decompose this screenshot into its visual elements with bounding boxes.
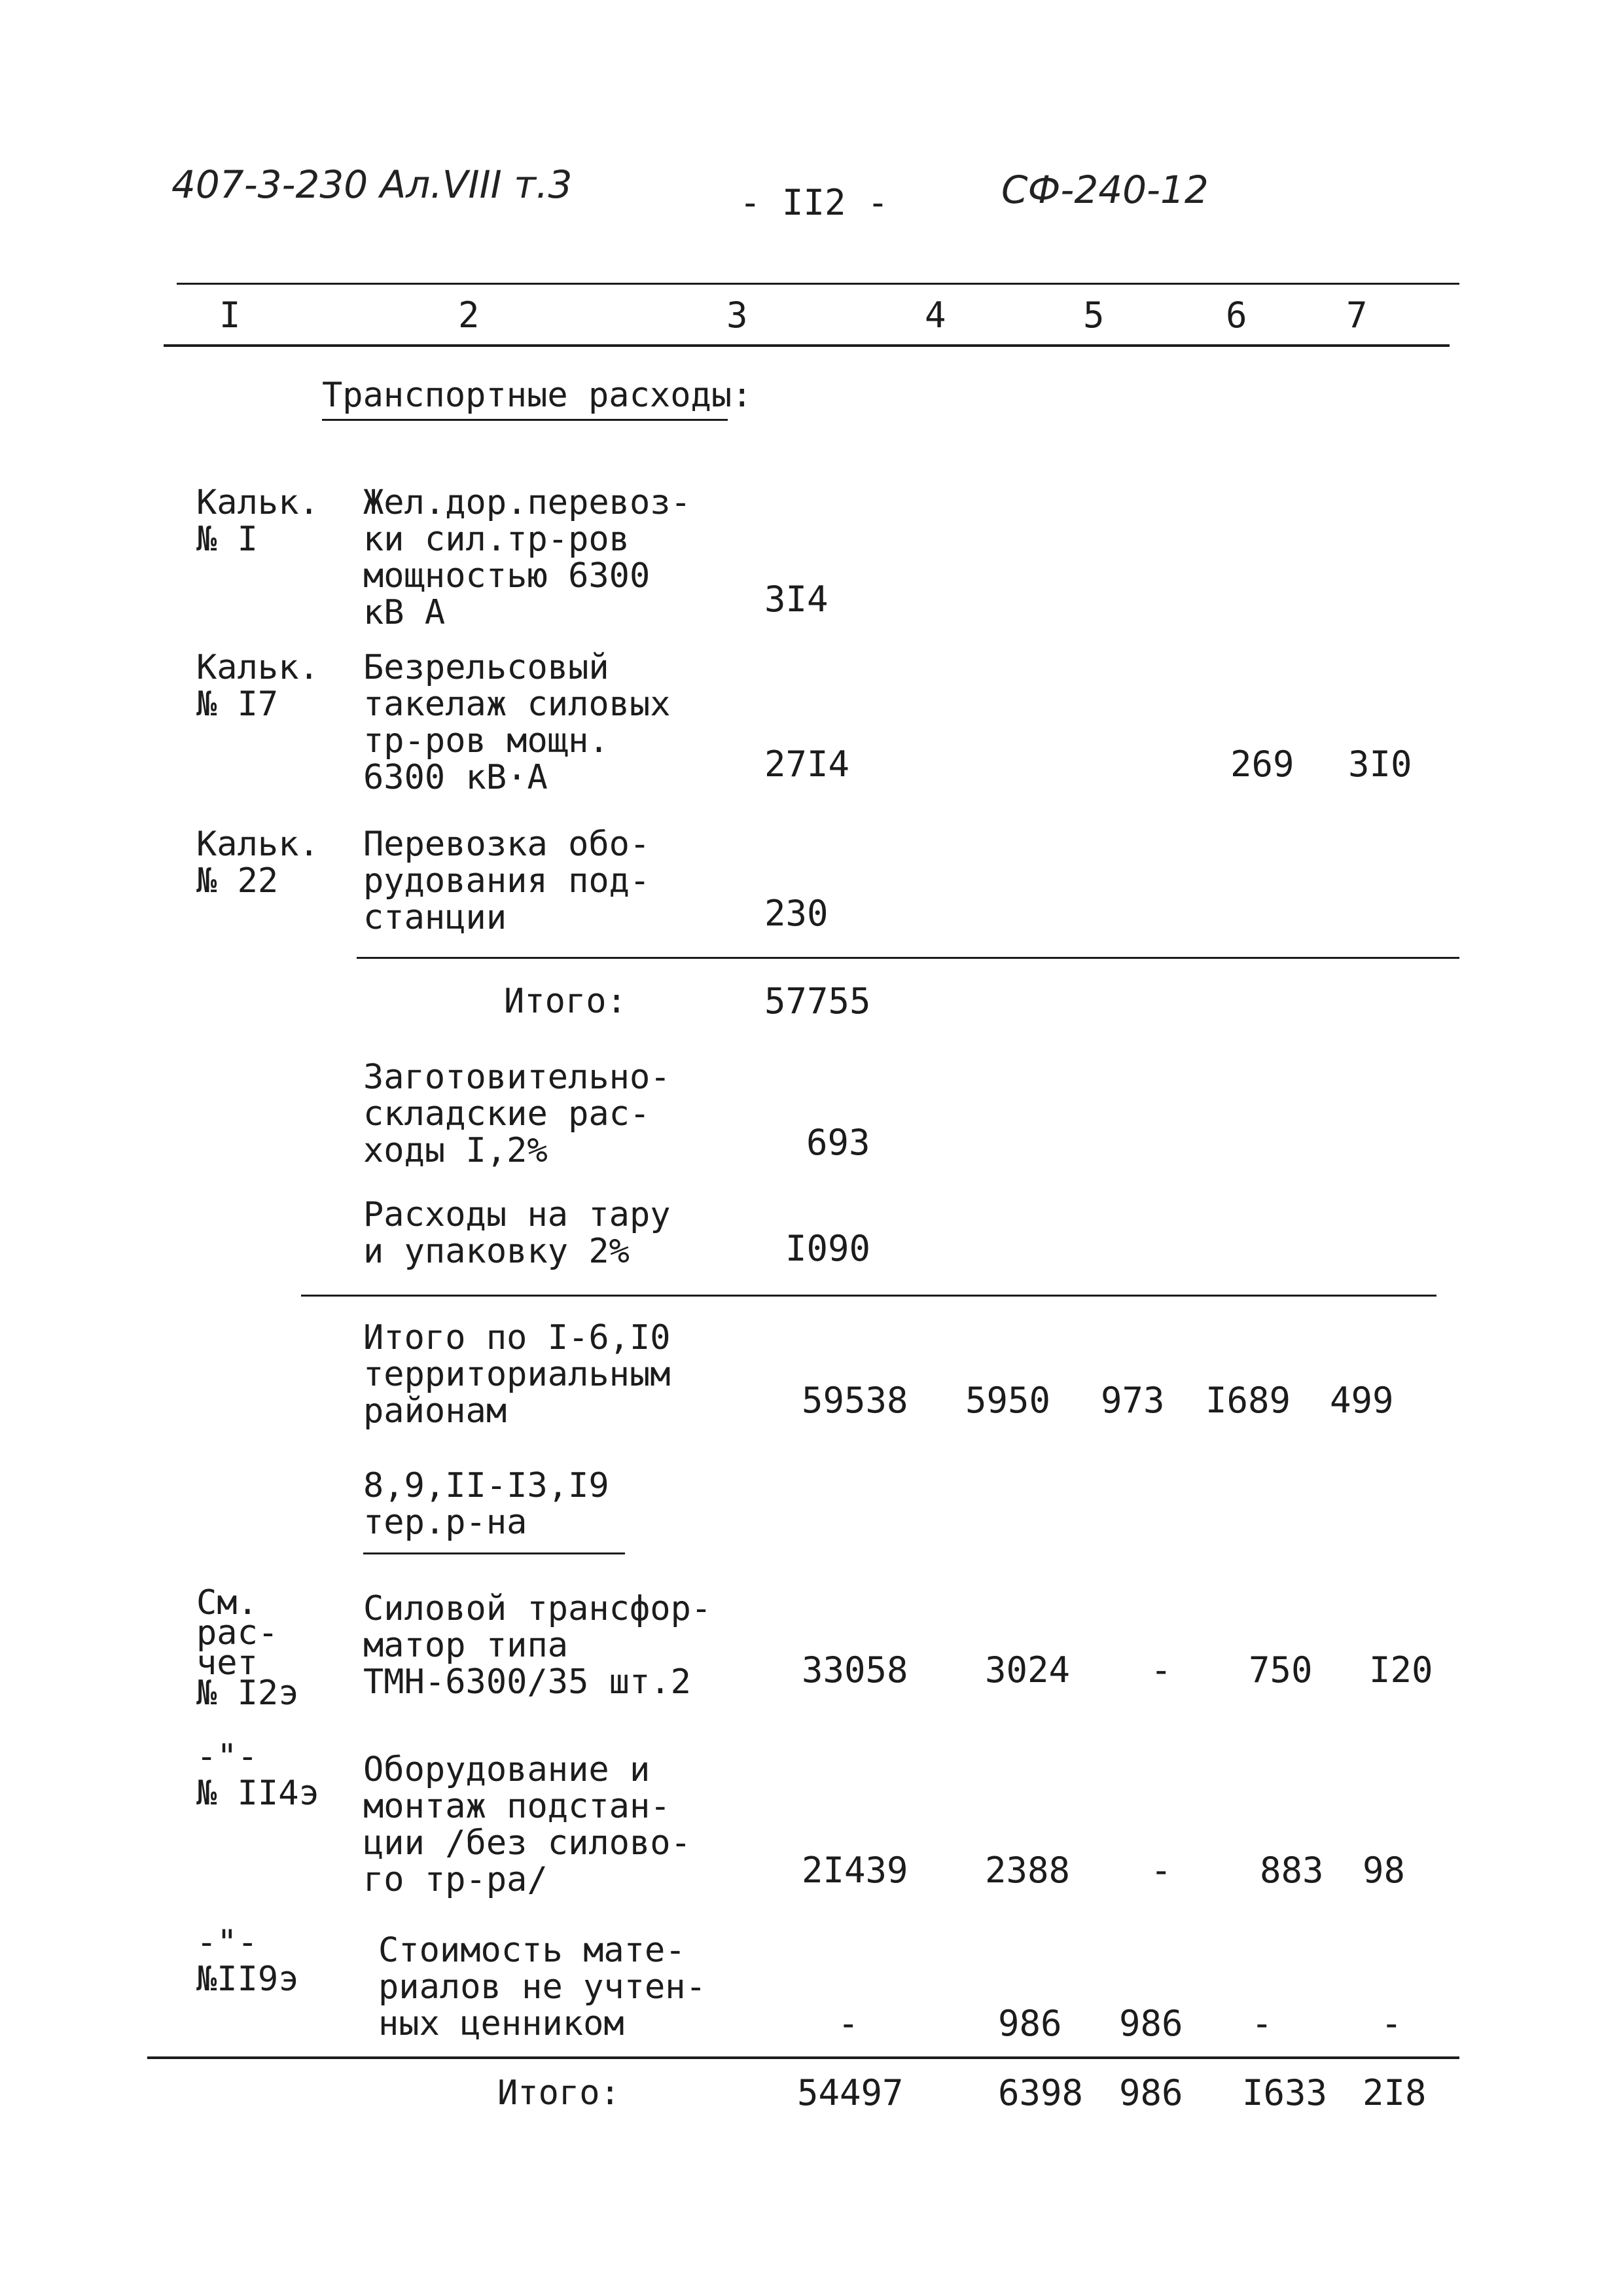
final-total-rule — [147, 2056, 1459, 2059]
row8-col5: - — [1150, 1649, 1172, 1691]
row6-desc: Итого по I-6,I0 территориальным районам — [363, 1318, 671, 1431]
row5-desc: Расходы на тару и упаковку 2% — [363, 1195, 671, 1271]
row10-col3: - — [838, 2003, 859, 2044]
row1-col3: 3I4 — [764, 579, 829, 620]
col-num-4: 4 — [925, 295, 946, 336]
row9-ref: -"- № II4э — [196, 1737, 319, 1813]
row9-col3: 2I439 — [802, 1850, 908, 1891]
col-num-7: 7 — [1346, 295, 1368, 336]
row10-col4: 986 — [998, 2003, 1062, 2044]
row8-ref: См. рас- чет № I2э — [196, 1583, 299, 1713]
row7-underline — [363, 1552, 625, 1554]
row10-col7: - — [1381, 2003, 1402, 2044]
row8-col6: 750 — [1249, 1649, 1313, 1691]
row8-col7: I20 — [1369, 1649, 1433, 1691]
subtotal-rule-1 — [357, 957, 1459, 959]
row2-col3: 27I4 — [764, 744, 850, 785]
row10-desc: Стоимость мате- риалов не учтен- ных ценником — [378, 1931, 706, 2043]
row8-col4: 3024 — [985, 1649, 1071, 1691]
total1-col3: 57755 — [764, 980, 871, 1022]
row9-desc: Оборудование и монтаж подстан- ции /без силово- го тр-ра/ — [363, 1750, 691, 1899]
row4-desc: Заготовительно- складские рас- ходы I,2% — [363, 1058, 671, 1170]
row9-col5: - — [1150, 1850, 1172, 1891]
col-num-2: 2 — [458, 295, 480, 336]
total2-col5: 986 — [1119, 2072, 1183, 2113]
sheet-code: СФ-240-12 — [1001, 168, 1209, 212]
header-bottom-rule — [164, 344, 1450, 347]
row2-ref: Кальк. № I7 — [196, 648, 319, 724]
row6-col4: 5950 — [965, 1380, 1051, 1421]
row4-col3: 693 — [806, 1122, 870, 1163]
table-top-rule — [177, 283, 1459, 285]
row7-desc: 8,9,II-I3,I9 тер.р-на — [363, 1466, 609, 1542]
row2-col6: 269 — [1230, 744, 1294, 785]
row10-ref: -"- №II9э — [196, 1923, 299, 1999]
row6-col5: 973 — [1101, 1380, 1165, 1421]
total2-col3: 54497 — [797, 2072, 904, 2113]
total2-label: Итого: — [497, 2073, 620, 2113]
row9-col4: 2388 — [985, 1850, 1071, 1891]
col-num-6: 6 — [1226, 295, 1247, 336]
row3-desc: Перевозка обо- рудования под- станции — [363, 825, 651, 937]
row8-desc: Силовой трансфор- матор типа ТМН-6300/35 шт.2 — [363, 1589, 712, 1702]
total2-col4: 6398 — [998, 2072, 1084, 2113]
total1-label: Итого: — [504, 982, 627, 1021]
row1-desc: Жел.дор.перевоз- ки сил.тр-ров мощностью 6300 кВ А — [363, 483, 691, 632]
row9-col7: 98 — [1363, 1850, 1406, 1891]
subtotal-rule-2 — [301, 1295, 1436, 1297]
row10-col5: 986 — [1119, 2003, 1183, 2044]
row5-col3: I090 — [785, 1228, 871, 1269]
total2-col7: 2I8 — [1363, 2072, 1427, 2113]
section-title-underline — [322, 419, 728, 421]
row9-col6: 883 — [1260, 1850, 1324, 1891]
row1-ref: Кальк. № I — [196, 483, 319, 559]
row6-col7: 499 — [1330, 1380, 1394, 1421]
row3-col3: 230 — [764, 893, 829, 934]
col-num-3: 3 — [726, 295, 748, 336]
document-code: 407-3-230 Ал.VIII т.3 — [171, 162, 573, 207]
col-num-5: 5 — [1083, 295, 1105, 336]
col-num-1: I — [219, 295, 241, 336]
row6-col3: 59538 — [802, 1380, 908, 1421]
total2-col6: I633 — [1242, 2072, 1328, 2113]
row8-col3: 33058 — [802, 1649, 908, 1691]
page-number: - II2 - — [740, 182, 889, 223]
section-title: Транспортные расходы: — [322, 376, 753, 415]
row6-col6: I689 — [1205, 1380, 1291, 1421]
row10-col6: - — [1251, 2003, 1273, 2044]
row2-col7: 3I0 — [1348, 744, 1412, 785]
row2-desc: Безрельсовый такелаж силовых тр-ров мощн. 6300 кВ·А — [363, 648, 671, 797]
row3-ref: Кальк. № 22 — [196, 825, 319, 901]
